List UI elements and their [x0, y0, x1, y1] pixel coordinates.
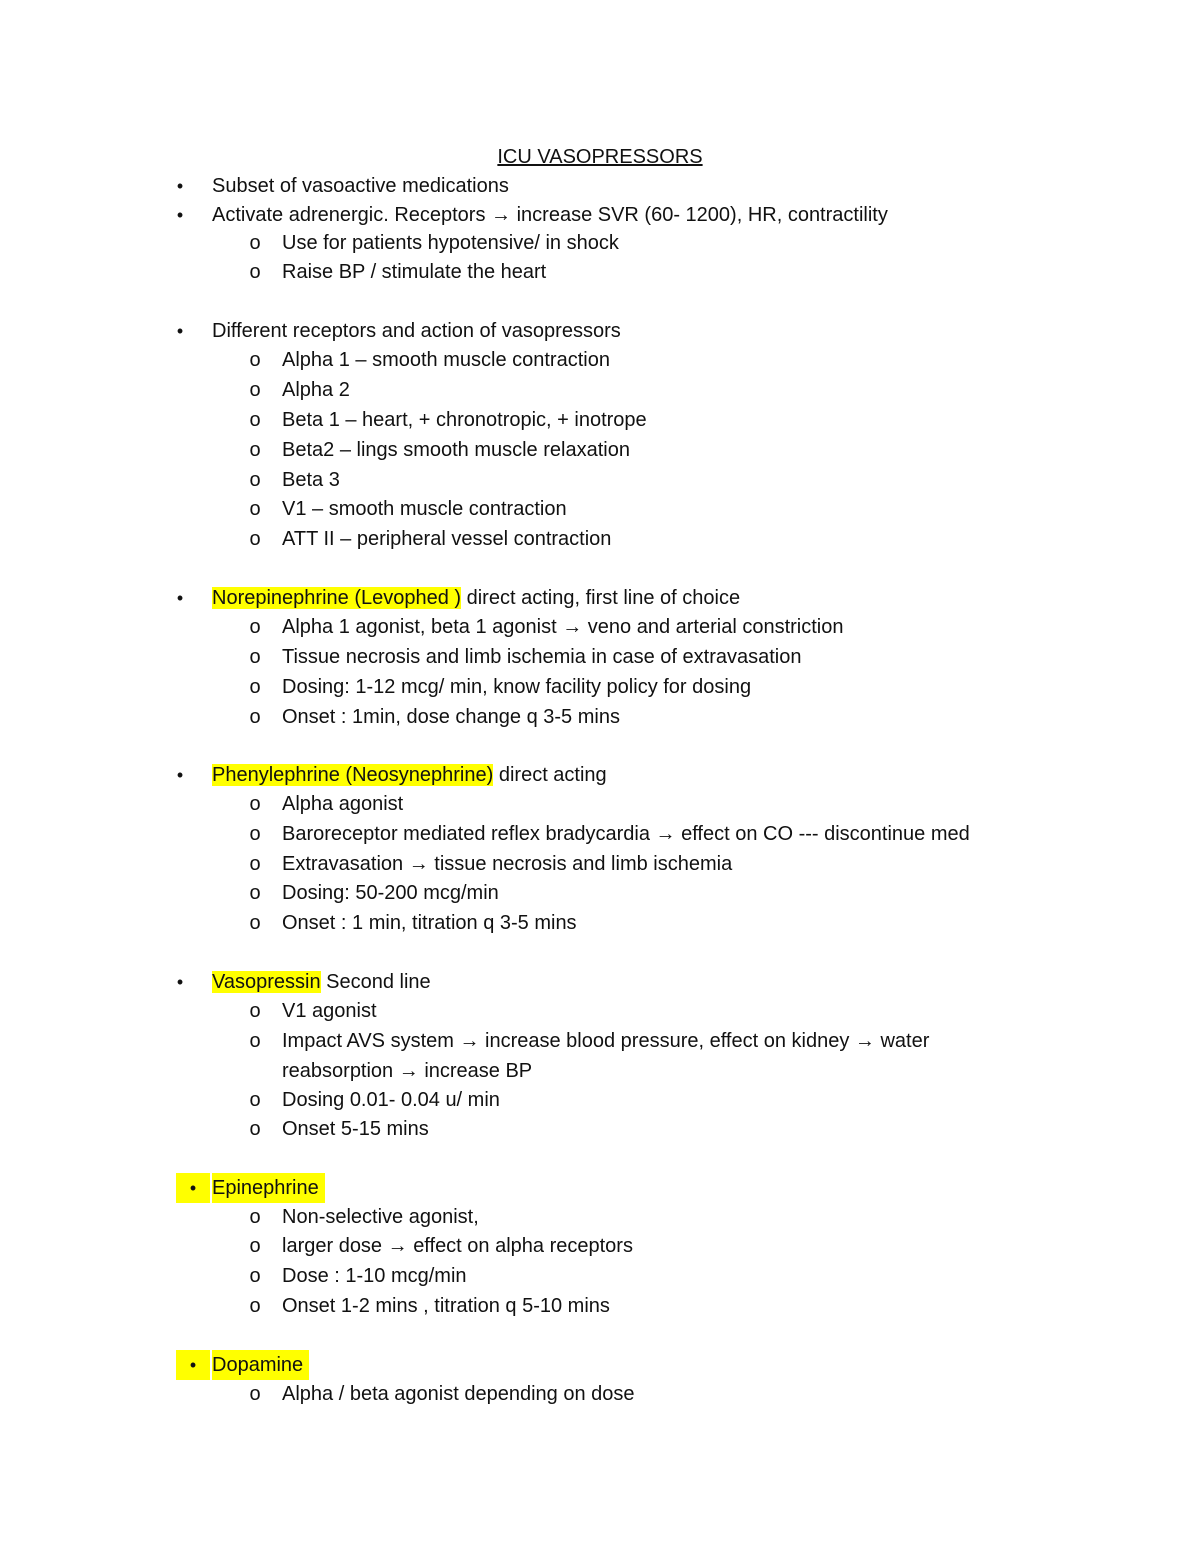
list-item: • Subset of vasoactive medications [0, 171, 1200, 201]
circle-bullet-icon: o [249, 232, 261, 254]
circle-bullet-icon: o [249, 528, 261, 550]
circle-bullet-icon: o [249, 439, 261, 461]
arrow-icon: → [562, 616, 583, 638]
sub-list-item: o Beta2 – lings smooth muscle relaxation [0, 435, 1200, 465]
circle-bullet-icon: o [249, 616, 261, 638]
circle-bullet-icon: o [249, 498, 261, 520]
sub-list-item: o Onset 5-15 mins [0, 1114, 1200, 1144]
circle-bullet-icon: o [249, 1000, 261, 1022]
circle-bullet-icon: o [249, 706, 261, 728]
bullet-icon: • [176, 1173, 210, 1203]
highlighted-drug-name: Vasopressin [212, 971, 321, 993]
list-item: • Norepinephrine (Levophed ) direct acting, first line of choice [0, 583, 1200, 613]
arrow-icon: → [854, 1030, 875, 1052]
circle-bullet-icon: o [249, 1030, 261, 1052]
sub-list-item: o Impact AVS system → increase blood pressure, effect on kidney → water [0, 1026, 1200, 1056]
circle-bullet-icon: o [249, 882, 261, 904]
sub-list-item: o Alpha 1 – smooth muscle contraction [0, 345, 1200, 375]
circle-bullet-icon: o [249, 1118, 261, 1140]
bullet-icon: • [176, 321, 184, 341]
bullet-icon: • [176, 1350, 210, 1380]
arrow-icon: → [408, 853, 429, 875]
circle-bullet-icon: o [249, 1089, 261, 1111]
list-item [0, 1350, 1200, 1380]
sub-list-item: o Dosing 0.01- 0.04 u/ min [0, 1085, 1200, 1115]
circle-bullet-icon: o [249, 409, 261, 431]
circle-bullet-icon: o [249, 1265, 261, 1287]
circle-bullet-icon: o [249, 1383, 261, 1405]
circle-bullet-icon: o [249, 261, 261, 283]
circle-bullet-icon: o [249, 349, 261, 371]
sub-list-item: o ATT II – peripheral vessel contraction [0, 524, 1200, 554]
list-item: • Vasopressin Second line [0, 967, 1200, 997]
arrow-icon: → [491, 204, 512, 226]
circle-bullet-icon: o [249, 1235, 261, 1257]
arrow-icon: → [459, 1030, 480, 1052]
highlighted-drug-name: Dopamine [212, 1350, 309, 1380]
sub-list-item: o Tissue necrosis and limb ischemia in case of extravasation [0, 642, 1200, 672]
sub-list-item: o Dosing: 50-200 mcg/min [0, 878, 1200, 908]
sub-list-item: o Onset 1-2 mins , titration q 5-10 mins [0, 1291, 1200, 1321]
circle-bullet-icon: o [249, 1206, 261, 1228]
sub-list-item-continuation: reabsorption → increase BP [282, 1060, 533, 1082]
circle-bullet-icon: o [249, 676, 261, 698]
sub-list-item: o Dosing: 1-12 mcg/ min, know facility policy for dosing [0, 672, 1200, 702]
sub-list-item: o Raise BP / stimulate the heart [0, 257, 1200, 287]
sub-list-item: o Use for patients hypotensive/ in shock [0, 228, 1200, 258]
list-item: • Phenylephrine (Neosynephrine) direct acting [0, 760, 1200, 790]
circle-bullet-icon: o [249, 469, 261, 491]
highlighted-drug-name: Norepinephrine (Levophed ) [212, 587, 462, 609]
bullet-icon: • [176, 765, 184, 785]
circle-bullet-icon: o [249, 379, 261, 401]
sub-list-item: o Alpha agonist [0, 789, 1200, 819]
list-item [0, 1173, 1200, 1203]
sub-list-item: o V1 agonist [0, 996, 1200, 1026]
arrow-icon: → [398, 1060, 419, 1082]
circle-bullet-icon: o [249, 912, 261, 934]
sub-list-item: o Dose : 1-10 mcg/min [0, 1261, 1200, 1291]
circle-bullet-icon: o [249, 853, 261, 875]
sub-list-item: o Baroreceptor mediated reflex bradycardia → effect on CO --- discontinue med [0, 819, 1200, 849]
sub-list-item: o Alpha 1 agonist, beta 1 agonist → veno and arterial constriction [0, 612, 1200, 642]
list-item: • Activate adrenergic. Receptors → increase SVR (60- 1200), HR, contractility [0, 200, 1200, 230]
arrow-icon: → [387, 1235, 408, 1257]
arrow-icon: → [655, 823, 676, 845]
bullet-icon: • [176, 588, 184, 608]
highlighted-drug-name: Phenylephrine (Neosynephrine) [212, 764, 494, 786]
circle-bullet-icon: o [249, 823, 261, 845]
sub-list-item: o Beta 3 [0, 465, 1200, 495]
sub-list-item: o V1 – smooth muscle contraction [0, 494, 1200, 524]
sub-list-item: o Onset : 1 min, titration q 3-5 mins [0, 908, 1200, 938]
circle-bullet-icon: o [249, 793, 261, 815]
circle-bullet-icon: o [249, 1295, 261, 1317]
sub-list-item: o Alpha 2 [0, 375, 1200, 405]
circle-bullet-icon: o [249, 646, 261, 668]
sub-list-item: o Non-selective agonist, [0, 1202, 1200, 1232]
list-item: • Different receptors and action of vasopressors [0, 316, 1200, 346]
page-title: ICU VASOPRESSORS [497, 146, 703, 168]
sub-list-item: o Onset : 1min, dose change q 3-5 mins [0, 702, 1200, 732]
highlighted-drug-name: Epinephrine [212, 1173, 325, 1203]
sub-list-item: o larger dose → effect on alpha receptors [0, 1231, 1200, 1261]
bullet-icon: • [176, 205, 184, 225]
sub-list-item: o Beta 1 – heart, + chronotropic, + inotrope [0, 405, 1200, 435]
sub-list-item: o Extravasation → tissue necrosis and limb ischemia [0, 849, 1200, 879]
bullet-icon: • [176, 176, 184, 196]
bullet-icon: • [176, 972, 184, 992]
sub-list-item: o Alpha / beta agonist depending on dose [0, 1379, 1200, 1409]
